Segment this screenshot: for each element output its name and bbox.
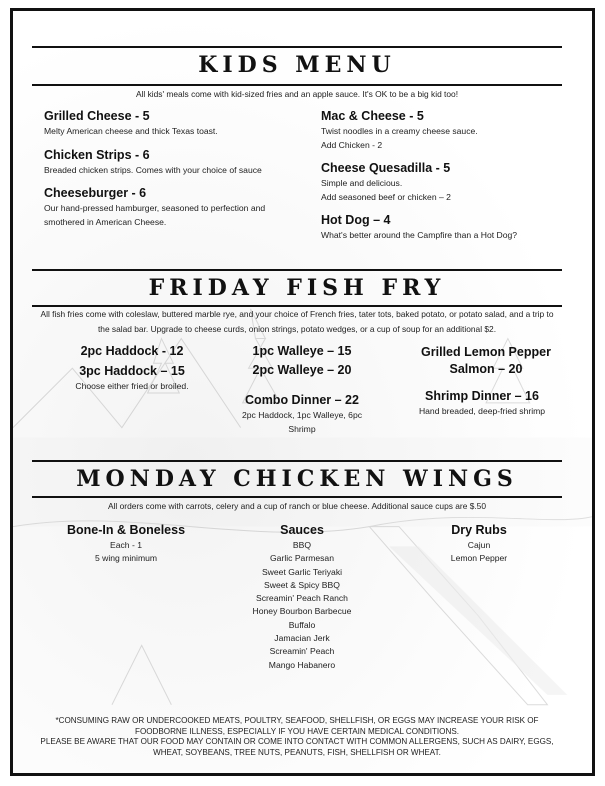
- kids-intro: All kids' meals come with kid-sized fries and an apple sauce. It's OK to be a big kid too!: [135, 89, 459, 99]
- kids-item-desc: Breaded chicken strips. Comes with your choice of sauce: [44, 165, 262, 175]
- allergen-warning: PLEASE BE AWARE THAT OUR FOOD MAY CONTAIN OR COME INTO CONTACT WITH COMMON ALLERGENS, SUCH AS DAIRY, EGGS, WHEAT, SOYBEANS, TREE NUTS, PEANUTS, FISH, SHELLFISH OR WHEAT.: [40, 737, 554, 757]
- kids-item-addon: Add seasoned beef or chicken – 2: [321, 192, 451, 202]
- kids-item-desc: Our hand-pressed hamburger, seasoned to perfection and smothered in American Cheese.: [44, 203, 266, 227]
- fish-item-name: 2pc Walleye – 20: [252, 363, 352, 377]
- kids-item-name: Cheeseburger - 6: [44, 186, 147, 200]
- list-item: Cajun: [467, 540, 491, 550]
- fish-item-desc: 2pc Haddock, 1pc Walleye, 6pc Shrimp: [241, 410, 363, 434]
- wings-rule-top: [32, 460, 562, 462]
- fish-item-name: 1pc Walleye – 15: [252, 344, 352, 358]
- list-item: Mango Habanero: [268, 659, 336, 670]
- kids-item-desc: What's better around the Campfire than a Hot Dog?: [321, 230, 518, 240]
- list-item: Each - 1: [109, 540, 142, 550]
- kids-rule-bottom: [32, 84, 562, 86]
- fish-rule-top: [32, 269, 562, 271]
- fish-item-desc: Hand breaded, deep-fried shrimp: [418, 406, 546, 416]
- wings-column-heading: Sauces: [280, 523, 324, 537]
- fish-intro: All fish fries come with coleslaw, buttered marble rye, and your choice of French fries, tater tots, baked potato, or potato salad, and a trip to the salad bar. Upgrade to cheese curds, onion strings, potato wedges, or a cup of soup for an additional $2.: [40, 309, 554, 334]
- kids-item-name: Cheese Quesadilla - 5: [321, 161, 451, 175]
- kids-item-desc: Simple and delicious.: [321, 178, 403, 188]
- list-item: Sweet & Spicy BBQ: [264, 579, 340, 590]
- sauces-list: [216, 539, 388, 672]
- wings-intro: All orders come with carrots, celery and a cup of ranch or blue cheese. Additional sauce cups are $.50: [107, 501, 486, 511]
- fish-fry-title: FRIDAY FISH FRY: [148, 275, 446, 301]
- list-item: Lemon Pepper: [450, 553, 508, 564]
- kids-item-desc: Twist noodles in a creamy cheese sauce.: [321, 126, 478, 136]
- kids-menu-title: KIDS MENU: [198, 52, 396, 78]
- kids-item-desc: Melty American cheese and thick Texas toast.: [44, 126, 218, 136]
- list-item: Garlic Parmesan: [270, 553, 334, 564]
- kids-item-addon: Add Chicken - 2: [321, 140, 383, 150]
- list-item: Screamin' Peach Ranch: [256, 593, 348, 604]
- kids-rule-top: [32, 46, 562, 48]
- chicken-wings-title: MONDAY CHICKEN WINGS: [76, 466, 518, 492]
- list-item: Screamin' Peach: [269, 646, 335, 657]
- fish-item-name: Combo Dinner – 22: [245, 393, 359, 407]
- fish-item-name: 2pc Haddock - 12: [80, 344, 184, 358]
- list-item: Honey Bourbon Barbecue: [252, 606, 352, 617]
- wings-pricing-list: [40, 539, 212, 566]
- list-item: Jamacian Jerk: [274, 633, 330, 644]
- food-safety-warning: *CONSUMING RAW OR UNDERCOOKED MEATS, POULTRY, SEAFOOD, SHELLFISH, OR EGGS MAY INCREASE YOUR RISK OF FOODBORNE ILLNESS, ESPECIALLY IF YOU HAVE CERTAIN MEDICAL CONDITIONS.: [55, 716, 539, 736]
- kids-item-name: Mac & Cheese - 5: [321, 109, 424, 123]
- wings-column-heading: Bone-In & Boneless: [66, 523, 186, 537]
- fish-item-name: 3pc Haddock – 15: [79, 364, 185, 378]
- list-item: BBQ: [292, 540, 312, 550]
- kids-item-name: Hot Dog – 4: [321, 213, 391, 227]
- wings-column-heading: Dry Rubs: [451, 523, 507, 537]
- list-item: Buffalo: [288, 619, 316, 630]
- list-item: Sweet Garlic Teriyaki: [261, 566, 343, 577]
- list-item: 5 wing minimum: [94, 553, 158, 564]
- fish-item-name: Shrimp Dinner – 16: [425, 389, 539, 403]
- wings-rule-bottom: [32, 496, 562, 498]
- fish-item-name: Grilled Lemon Pepper Salmon – 20: [421, 345, 551, 376]
- dry-rubs-list: [393, 539, 565, 566]
- fish-item-desc: Choose either fried or broiled.: [75, 381, 189, 391]
- kids-item-name: Chicken Strips - 6: [44, 148, 150, 162]
- allergen-disclaimer: [34, 716, 560, 758]
- kids-item-name: Grilled Cheese - 5: [44, 109, 150, 123]
